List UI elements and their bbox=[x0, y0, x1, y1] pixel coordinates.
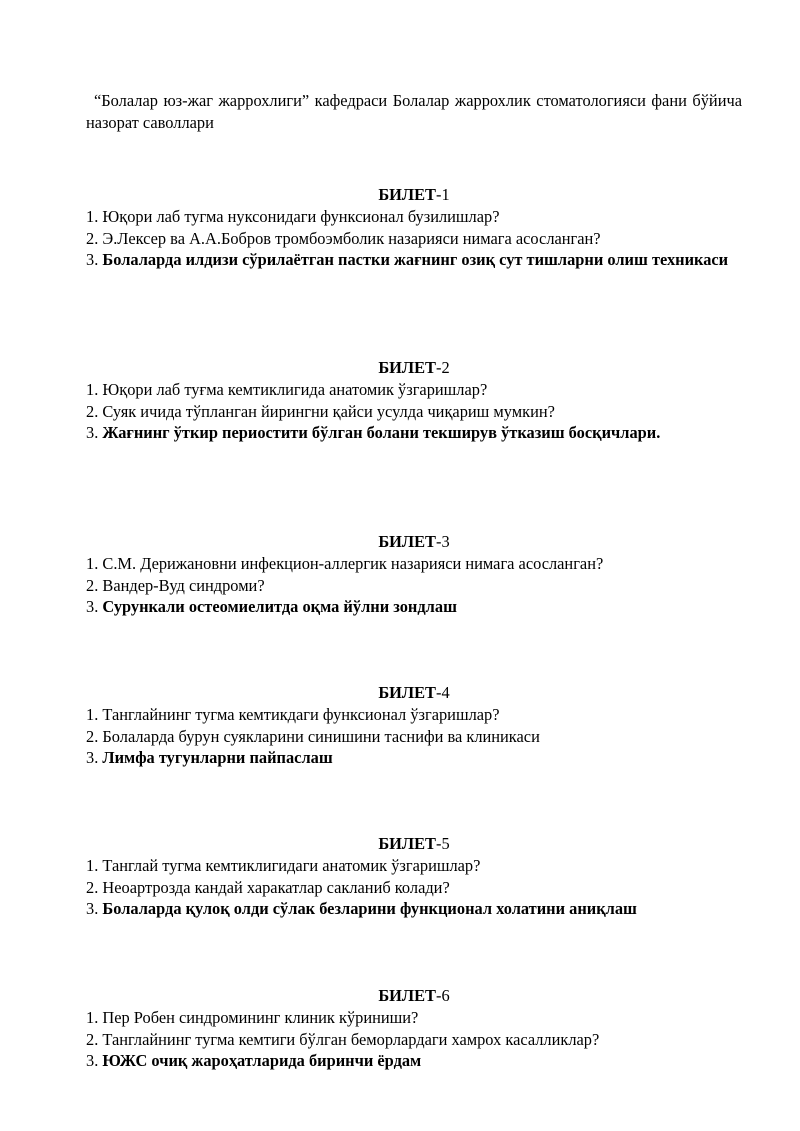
ticket-title-label: БИЛЕТ bbox=[378, 185, 436, 204]
ticket-title-label: БИЛЕТ bbox=[378, 532, 436, 551]
ticket-4 bbox=[86, 682, 742, 769]
question-2: 2. Танглайнинг тугма кемтиги бўлган беморлардаги хамрох касалликлар? bbox=[86, 1029, 600, 1049]
question-1: 1. Юқори лаб тугма нуксонидаги функсионал бузилишлар? bbox=[86, 206, 500, 226]
document-intro: “Болалар юз-жаг жаррохлиги” кафедраси Болалар жаррохлик стоматологияси фани бўйича назорат саволлари bbox=[86, 91, 742, 133]
question-3-text: Болаларда қулоқ олди сўлак безларини функционал холатини аниқлаш bbox=[102, 899, 637, 919]
question-2: 2. Вандер-Вуд синдроми? bbox=[86, 575, 265, 595]
question-3 bbox=[86, 422, 742, 444]
ticket-title-label: БИЛЕТ bbox=[378, 834, 436, 853]
question-3-number: 3. bbox=[86, 899, 103, 919]
ticket-title bbox=[86, 833, 742, 855]
ticket-title bbox=[86, 985, 742, 1007]
ticket-title bbox=[86, 184, 742, 206]
ticket-3 bbox=[86, 531, 742, 618]
question-3-text: Болаларда илдизи сўрилаётган пастки жағнинг озиқ сут тишларни олиш техникаси bbox=[102, 250, 729, 270]
question-1: 1. С.М. Дерижановни инфекцион-аллергик назарияси нимага асосланган? bbox=[86, 553, 604, 573]
ticket-5 bbox=[86, 833, 742, 920]
ticket-title-label: БИЛЕТ bbox=[378, 986, 436, 1005]
question-2: 2. Э.Лексер ва А.А.Бобров тромбоэмболик назарияси нимага асосланган? bbox=[86, 228, 601, 248]
ticket-2 bbox=[86, 357, 742, 444]
ticket-6 bbox=[86, 985, 742, 1072]
question-3-text: Сурункали остеомиелитда оқма йўлни зондлаш bbox=[102, 597, 457, 617]
question-3-text: ЮЖС очиқ жароҳатларида биринчи ёрдам bbox=[102, 1051, 422, 1071]
ticket-title bbox=[86, 357, 742, 379]
question-3-number: 3. bbox=[86, 1051, 103, 1071]
question-3 bbox=[86, 596, 742, 618]
question-1: 1. Танглайнинг тугма кемтикдаги функсионал ўзгаришлар? bbox=[86, 704, 500, 724]
question-3 bbox=[86, 747, 742, 769]
question-3-number: 3. bbox=[86, 748, 103, 768]
question-3-text: Жағнинг ўткир периостити бўлган болани текширув ўтказиш босқичлари. bbox=[102, 423, 661, 443]
ticket-title-number: -3 bbox=[436, 532, 450, 551]
ticket-title-number: -1 bbox=[436, 185, 450, 204]
question-2: 2. Суяк ичида тўпланган йирингни қайси усулда чиқариш мумкин? bbox=[86, 401, 555, 421]
ticket-title-number: -2 bbox=[436, 358, 450, 377]
question-3 bbox=[86, 898, 742, 920]
question-1: 1. Танглай тугма кемтиклигидаги анатомик ўзгаришлар? bbox=[86, 855, 481, 875]
question-1: 1. Пер Робен синдромининг клиник кўриниши? bbox=[86, 1007, 419, 1027]
question-2: 2. Неоартрозда кандай харакатлар сакланиб колади? bbox=[86, 877, 450, 897]
question-1: 1. Юқори лаб туғма кемтиклигида анатомик ўзгаришлар? bbox=[86, 379, 488, 399]
question-3-number: 3. bbox=[86, 423, 103, 443]
question-2: 2. Болаларда бурун суякларини синишини таснифи ва клиникаси bbox=[86, 726, 540, 746]
ticket-title bbox=[86, 682, 742, 704]
ticket-1 bbox=[86, 184, 742, 271]
question-3 bbox=[86, 249, 742, 271]
ticket-title-label: БИЛЕТ bbox=[378, 358, 436, 377]
question-3 bbox=[86, 1050, 742, 1072]
ticket-title bbox=[86, 531, 742, 553]
ticket-title-number: -5 bbox=[436, 834, 450, 853]
ticket-title-number: -4 bbox=[436, 683, 450, 702]
question-3-text: Лимфа тугунларни пайпаслаш bbox=[102, 748, 333, 768]
ticket-title-number: -6 bbox=[436, 986, 450, 1005]
question-3-number: 3. bbox=[86, 250, 103, 270]
ticket-title-label: БИЛЕТ bbox=[378, 683, 436, 702]
question-3-number: 3. bbox=[86, 597, 103, 617]
